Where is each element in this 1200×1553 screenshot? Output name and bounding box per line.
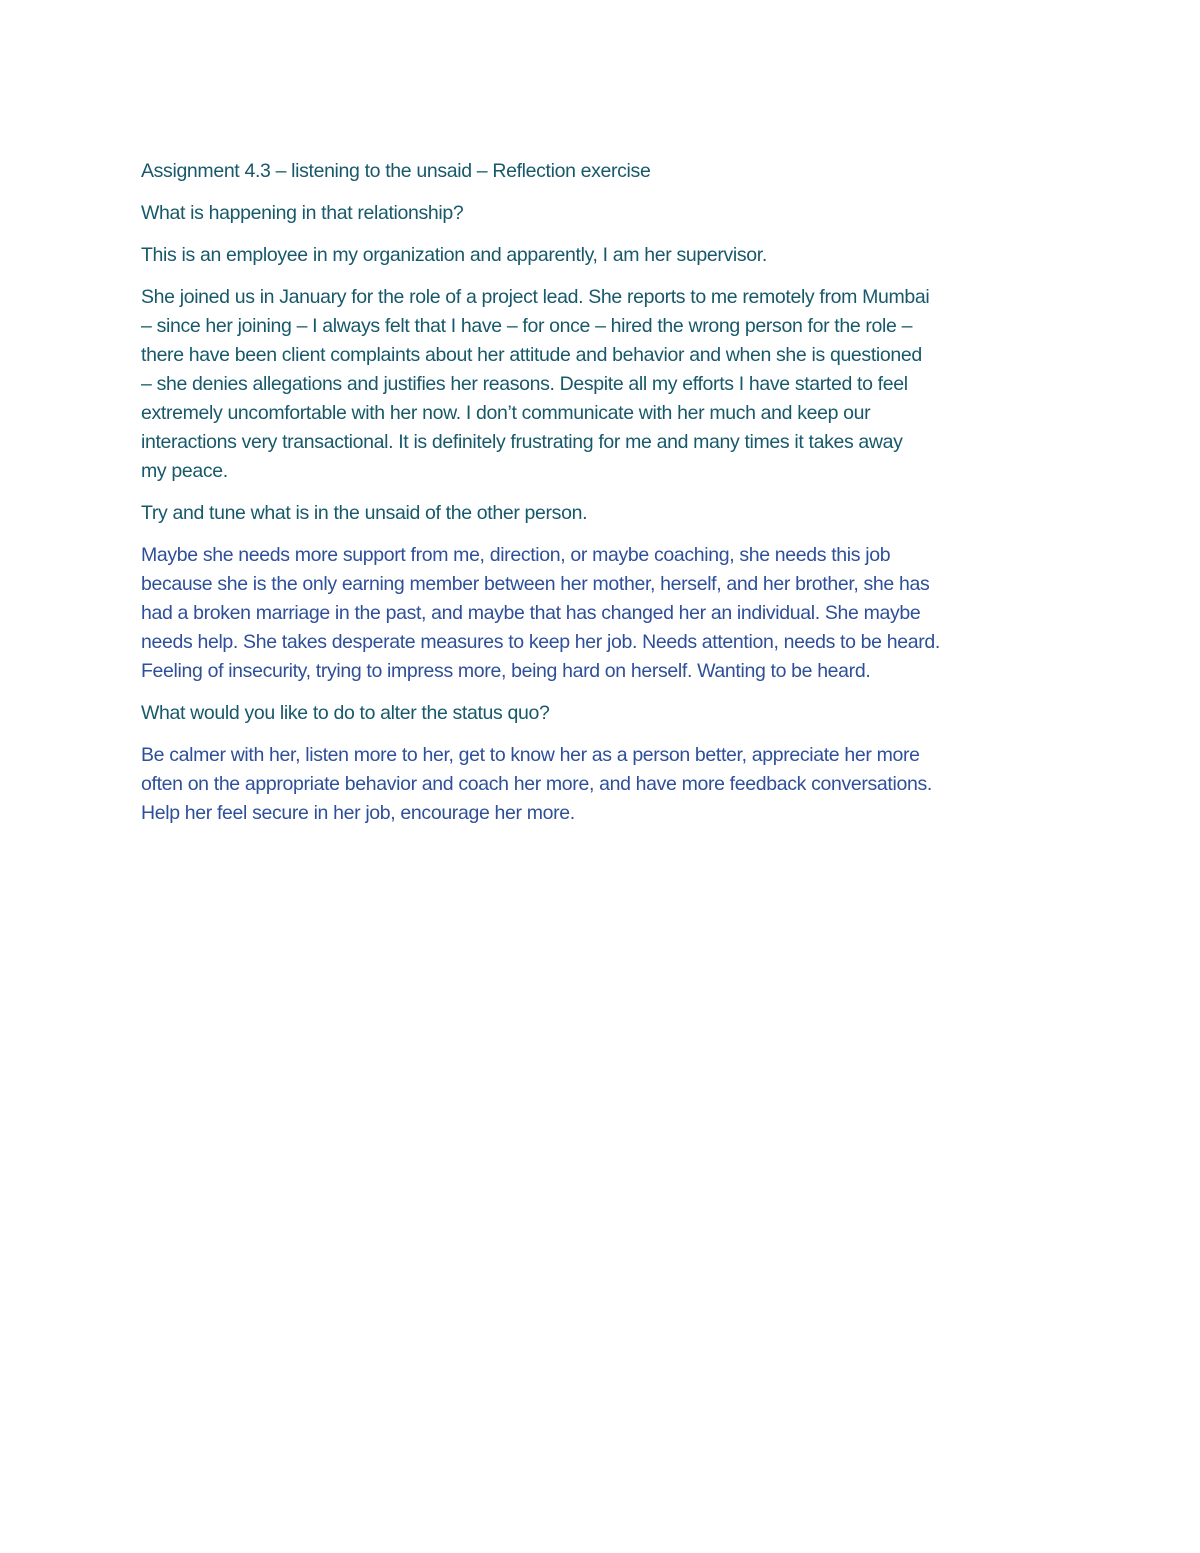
answer-status-quo: Be calmer with her, listen more to her, get to know her as a person better, appreciate her more often on the appropriate behavior and coach her more, and have more feedback conversations. Help her feel secure in her job, encourage her more. [141, 744, 932, 824]
answer-unsaid: Maybe she needs more support from me, direction, or maybe coaching, she needs this job because she is the only earning member between her mother, herself, and her brother, she has had a broken marriage in the past, and maybe that has changed her an individual. She maybe needs help. She takes desperate measures to keep her job. Needs attention, needs to be heard. Feeling of insecurity, trying to impress more, being hard on herself. Wanting to be heard. [141, 544, 940, 682]
question-relationship: What is happening in that relationship? [141, 202, 464, 224]
question-unsaid: Try and tune what is in the unsaid of the other person. [141, 502, 588, 524]
document-page [141, 157, 1071, 841]
answer-relationship-intro: This is an employee in my organization and apparently, I am her supervisor. [141, 244, 767, 266]
document-title: Assignment 4.3 – listening to the unsaid – Reflection exercise [141, 160, 651, 182]
question-status-quo: What would you like to do to alter the status quo? [141, 702, 550, 724]
answer-relationship-body: She joined us in January for the role of a project lead. She reports to me remotely from Mumbai – since her joining – I always felt that I have – for once – hired the wrong person for the role – there have been client complaints about her attitude and behavior and when she is questioned – she denies allegations and justifies her reasons. Despite all my efforts I have started to feel extremely uncomfortable with her now. I don’t communicate with her much and keep our interactions very transactional. It is definitely frustrating for me and many times it takes away my peace. [141, 286, 930, 482]
